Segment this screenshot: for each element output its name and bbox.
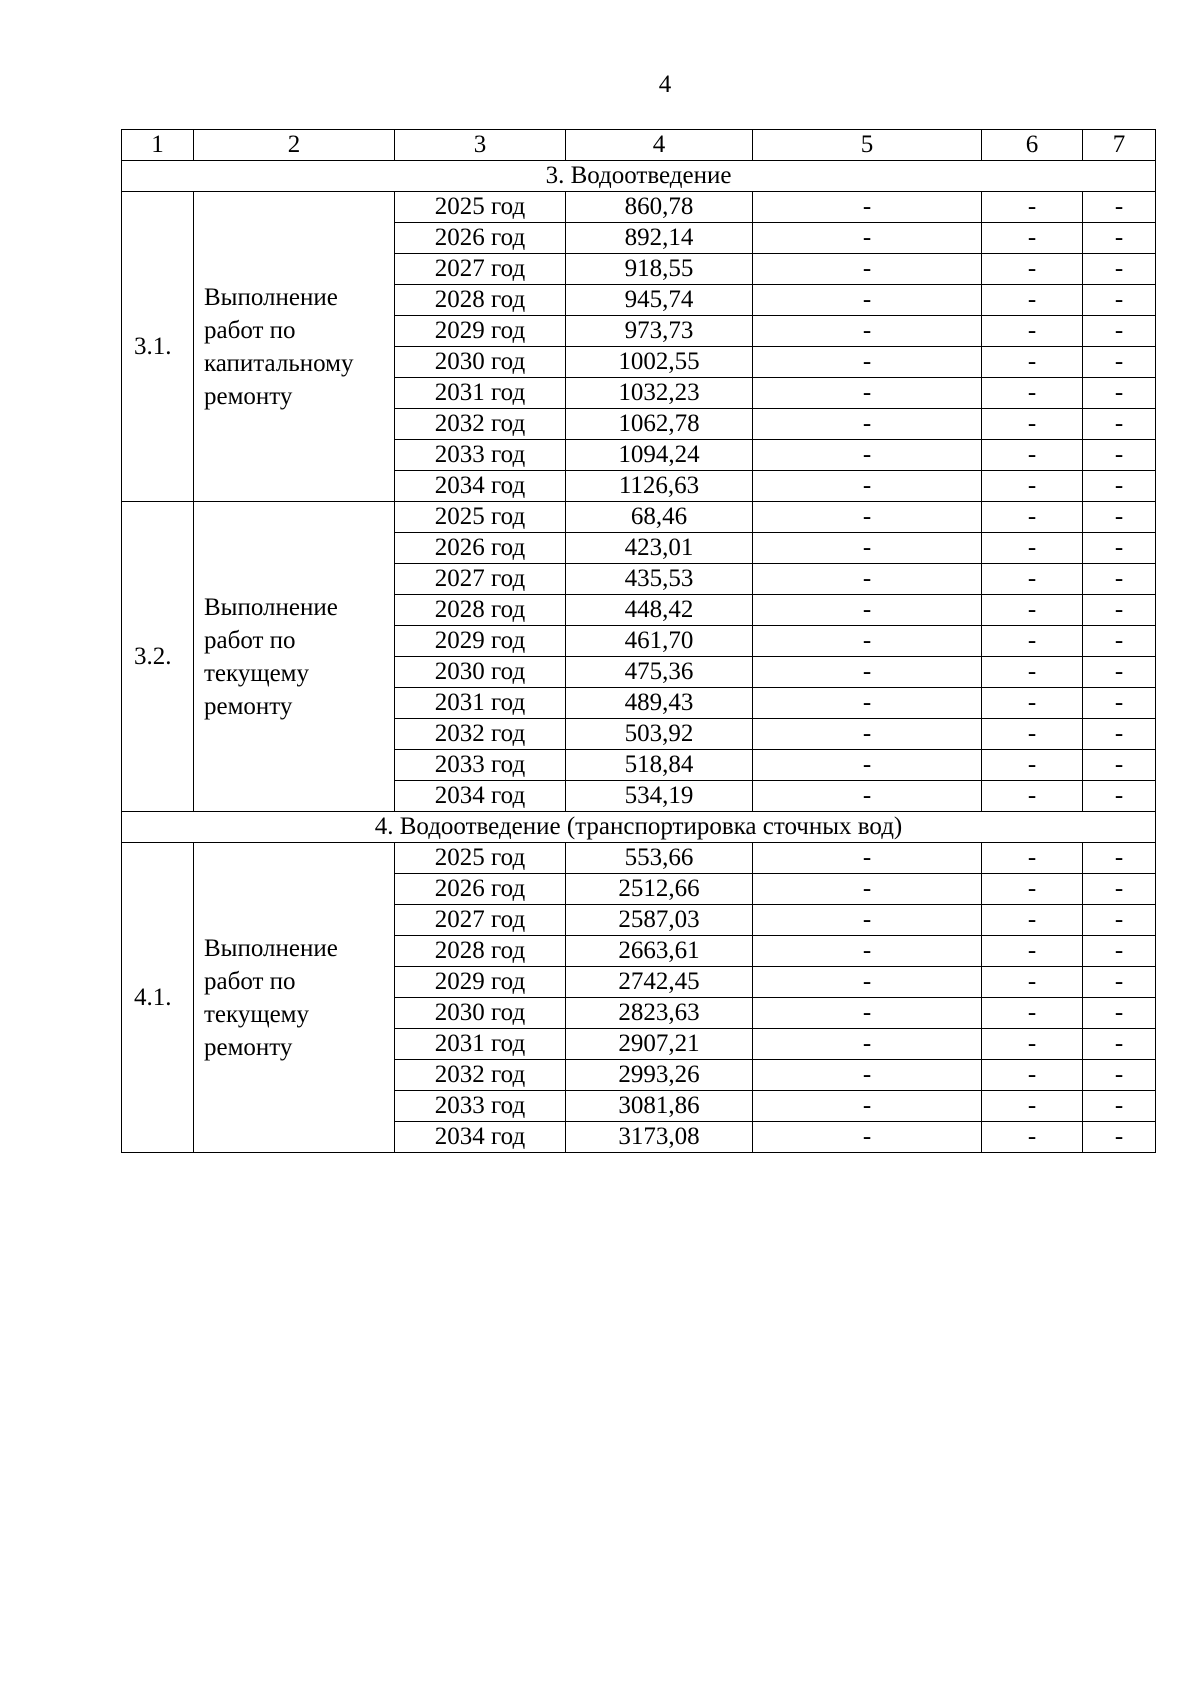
col5-cell: - — [753, 347, 982, 378]
table-row — [122, 843, 1156, 874]
col5-cell: - — [753, 254, 982, 285]
year-cell: 2029 год — [395, 316, 566, 347]
description-line: работ по — [204, 626, 296, 654]
col5-cell: - — [753, 564, 982, 595]
col6-cell: - — [982, 781, 1083, 812]
col6-cell: - — [982, 378, 1083, 409]
year-cell: 2033 год — [395, 1091, 566, 1122]
year-cell: 2030 год — [395, 998, 566, 1029]
col5-cell: - — [753, 657, 982, 688]
year-cell: 2026 год — [395, 874, 566, 905]
col7-cell: - — [1083, 843, 1156, 874]
col7-cell: - — [1083, 874, 1156, 905]
value-cell: 1062,78 — [566, 409, 753, 440]
value-cell: 2512,66 — [566, 874, 753, 905]
section-title: 3. Водоотведение — [122, 161, 1156, 192]
col5-cell: - — [753, 285, 982, 316]
year-cell: 2033 год — [395, 440, 566, 471]
description-line: Выполнение — [204, 283, 338, 311]
header-row — [122, 130, 1156, 161]
col6-cell: - — [982, 347, 1083, 378]
col7-cell: - — [1083, 688, 1156, 719]
value-cell: 503,92 — [566, 719, 753, 750]
col5-cell: - — [753, 843, 982, 874]
col6-cell: - — [982, 936, 1083, 967]
col7-cell: - — [1083, 1122, 1156, 1153]
col7-cell: - — [1083, 936, 1156, 967]
col5-cell: - — [753, 378, 982, 409]
column-header: 3 — [395, 130, 566, 161]
col5-cell: - — [753, 471, 982, 502]
column-header: 7 — [1083, 130, 1156, 161]
col7-cell: - — [1083, 998, 1156, 1029]
col7-cell: - — [1083, 285, 1156, 316]
col6-cell: - — [982, 1029, 1083, 1060]
year-cell: 2030 год — [395, 657, 566, 688]
col7-cell: - — [1083, 1029, 1156, 1060]
year-cell: 2032 год — [395, 409, 566, 440]
item-description — [194, 502, 395, 812]
description-line: работ по — [204, 967, 296, 995]
description-line: работ по — [204, 316, 296, 344]
col7-cell: - — [1083, 223, 1156, 254]
page-number: 4 — [658, 71, 672, 98]
year-cell: 2034 год — [395, 1122, 566, 1153]
year-cell: 2029 год — [395, 626, 566, 657]
year-cell: 2027 год — [395, 905, 566, 936]
description-line: текущему — [204, 659, 309, 687]
item-number: 3.2. — [122, 502, 194, 812]
year-cell: 2032 год — [395, 719, 566, 750]
item-number: 4.1. — [122, 843, 194, 1153]
description-line: капитальному — [204, 349, 354, 377]
year-cell: 2025 год — [395, 843, 566, 874]
column-header: 2 — [194, 130, 395, 161]
col7-cell: - — [1083, 564, 1156, 595]
value-cell: 892,14 — [566, 223, 753, 254]
col6-cell: - — [982, 719, 1083, 750]
value-cell: 945,74 — [566, 285, 753, 316]
value-cell: 534,19 — [566, 781, 753, 812]
year-cell: 2030 год — [395, 347, 566, 378]
value-cell: 1094,24 — [566, 440, 753, 471]
value-cell: 2993,26 — [566, 1060, 753, 1091]
col6-cell: - — [982, 750, 1083, 781]
year-cell: 2028 год — [395, 936, 566, 967]
col6-cell: - — [982, 316, 1083, 347]
column-header: 4 — [566, 130, 753, 161]
col6-cell: - — [982, 409, 1083, 440]
col5-cell: - — [753, 998, 982, 1029]
section-row — [122, 812, 1156, 843]
col6-cell: - — [982, 688, 1083, 719]
col6-cell: - — [982, 998, 1083, 1029]
value-cell: 2907,21 — [566, 1029, 753, 1060]
value-cell: 489,43 — [566, 688, 753, 719]
year-cell: 2028 год — [395, 595, 566, 626]
col6-cell: - — [982, 843, 1083, 874]
col7-cell: - — [1083, 192, 1156, 223]
year-cell: 2025 год — [395, 502, 566, 533]
value-cell: 860,78 — [566, 192, 753, 223]
col5-cell: - — [753, 1122, 982, 1153]
col5-cell: - — [753, 409, 982, 440]
year-cell: 2032 год — [395, 1060, 566, 1091]
value-cell: 423,01 — [566, 533, 753, 564]
col6-cell: - — [982, 564, 1083, 595]
col5-cell: - — [753, 192, 982, 223]
col7-cell: - — [1083, 471, 1156, 502]
col5-cell: - — [753, 440, 982, 471]
col5-cell: - — [753, 719, 982, 750]
col7-cell: - — [1083, 967, 1156, 998]
col7-cell: - — [1083, 750, 1156, 781]
description-line: ремонту — [204, 382, 293, 410]
value-cell: 2663,61 — [566, 936, 753, 967]
col5-cell: - — [753, 936, 982, 967]
col7-cell: - — [1083, 595, 1156, 626]
value-cell: 918,55 — [566, 254, 753, 285]
item-description — [194, 843, 395, 1153]
data-table — [121, 129, 1156, 1153]
value-cell: 461,70 — [566, 626, 753, 657]
col7-cell: - — [1083, 378, 1156, 409]
col7-cell: - — [1083, 440, 1156, 471]
section-row — [122, 161, 1156, 192]
year-cell: 2034 год — [395, 471, 566, 502]
value-cell: 518,84 — [566, 750, 753, 781]
year-cell: 2031 год — [395, 1029, 566, 1060]
col6-cell: - — [982, 223, 1083, 254]
col7-cell: - — [1083, 316, 1156, 347]
col7-cell: - — [1083, 409, 1156, 440]
col5-cell: - — [753, 967, 982, 998]
col5-cell: - — [753, 781, 982, 812]
year-cell: 2033 год — [395, 750, 566, 781]
col6-cell: - — [982, 1060, 1083, 1091]
col6-cell: - — [982, 967, 1083, 998]
col7-cell: - — [1083, 626, 1156, 657]
value-cell: 435,53 — [566, 564, 753, 595]
col5-cell: - — [753, 626, 982, 657]
section-title: 4. Водоотведение (транспортировка сточных вод) — [122, 812, 1156, 843]
col7-cell: - — [1083, 1060, 1156, 1091]
value-cell: 68,46 — [566, 502, 753, 533]
value-cell: 2742,45 — [566, 967, 753, 998]
description-line: текущему — [204, 1000, 309, 1028]
col7-cell: - — [1083, 347, 1156, 378]
value-cell: 3081,86 — [566, 1091, 753, 1122]
col6-cell: - — [982, 502, 1083, 533]
col5-cell: - — [753, 595, 982, 626]
value-cell: 475,36 — [566, 657, 753, 688]
table-body — [122, 130, 1156, 1153]
col6-cell: - — [982, 595, 1083, 626]
col6-cell: - — [982, 657, 1083, 688]
year-cell: 2031 год — [395, 688, 566, 719]
col6-cell: - — [982, 1122, 1083, 1153]
col7-cell: - — [1083, 657, 1156, 688]
col7-cell: - — [1083, 254, 1156, 285]
col6-cell: - — [982, 254, 1083, 285]
value-cell: 448,42 — [566, 595, 753, 626]
column-header: 1 — [122, 130, 194, 161]
col7-cell: - — [1083, 1091, 1156, 1122]
value-cell: 1126,63 — [566, 471, 753, 502]
col7-cell: - — [1083, 781, 1156, 812]
col6-cell: - — [982, 192, 1083, 223]
year-cell: 2027 год — [395, 564, 566, 595]
description-line: Выполнение — [204, 934, 338, 962]
col5-cell: - — [753, 502, 982, 533]
col6-cell: - — [982, 874, 1083, 905]
year-cell: 2027 год — [395, 254, 566, 285]
col6-cell: - — [982, 533, 1083, 564]
column-header: 5 — [753, 130, 982, 161]
year-cell: 2026 год — [395, 223, 566, 254]
year-cell: 2025 год — [395, 192, 566, 223]
col5-cell: - — [753, 533, 982, 564]
value-cell: 3173,08 — [566, 1122, 753, 1153]
col5-cell: - — [753, 750, 982, 781]
col6-cell: - — [982, 905, 1083, 936]
description-line: ремонту — [204, 692, 293, 720]
col5-cell: - — [753, 1029, 982, 1060]
col5-cell: - — [753, 688, 982, 719]
col7-cell: - — [1083, 719, 1156, 750]
col6-cell: - — [982, 471, 1083, 502]
description-line: ремонту — [204, 1033, 293, 1061]
col5-cell: - — [753, 874, 982, 905]
column-header: 6 — [982, 130, 1083, 161]
col5-cell: - — [753, 316, 982, 347]
col6-cell: - — [982, 285, 1083, 316]
col7-cell: - — [1083, 533, 1156, 564]
description-line: Выполнение — [204, 593, 338, 621]
item-description — [194, 192, 395, 502]
col6-cell: - — [982, 626, 1083, 657]
value-cell: 2587,03 — [566, 905, 753, 936]
value-cell: 1002,55 — [566, 347, 753, 378]
item-number: 3.1. — [122, 192, 194, 502]
year-cell: 2026 год — [395, 533, 566, 564]
col6-cell: - — [982, 440, 1083, 471]
year-cell: 2031 год — [395, 378, 566, 409]
value-cell: 553,66 — [566, 843, 753, 874]
value-cell: 973,73 — [566, 316, 753, 347]
year-cell: 2034 год — [395, 781, 566, 812]
col7-cell: - — [1083, 905, 1156, 936]
col5-cell: - — [753, 223, 982, 254]
table-row — [122, 502, 1156, 533]
col5-cell: - — [753, 1060, 982, 1091]
year-cell: 2028 год — [395, 285, 566, 316]
col5-cell: - — [753, 1091, 982, 1122]
col7-cell: - — [1083, 502, 1156, 533]
value-cell: 2823,63 — [566, 998, 753, 1029]
col6-cell: - — [982, 1091, 1083, 1122]
table-row — [122, 192, 1156, 223]
value-cell: 1032,23 — [566, 378, 753, 409]
year-cell: 2029 год — [395, 967, 566, 998]
col5-cell: - — [753, 905, 982, 936]
